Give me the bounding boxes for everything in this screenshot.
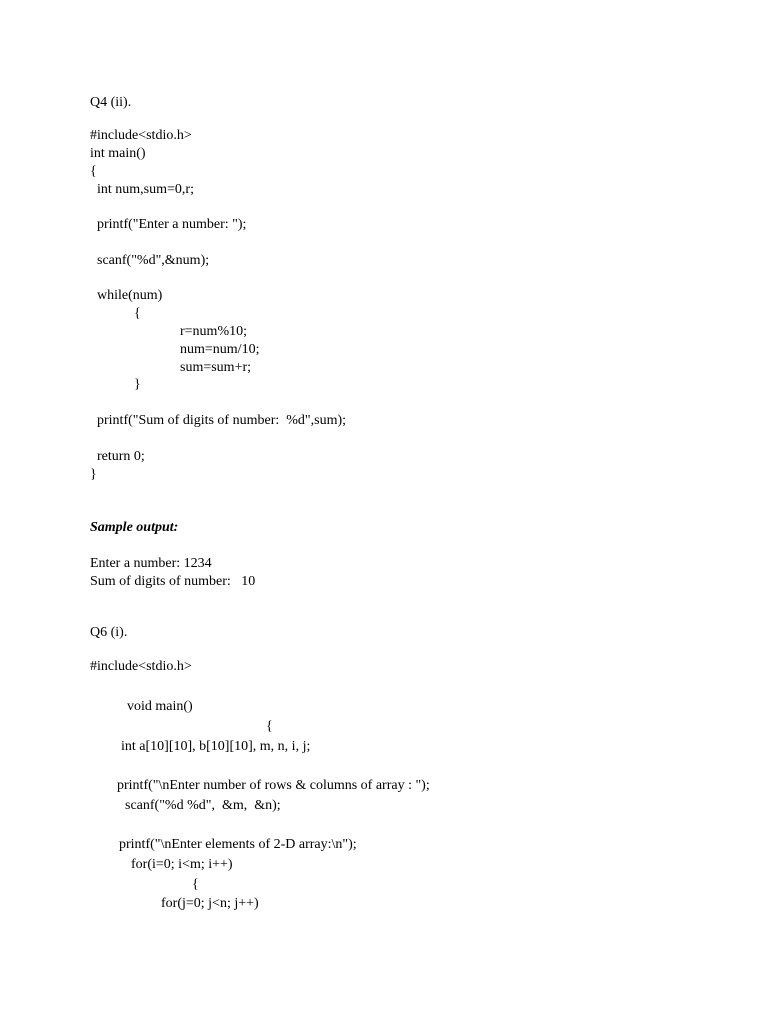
code-line: } bbox=[134, 377, 141, 392]
code-line: { bbox=[266, 719, 273, 734]
code-line: #include<stdio.h> bbox=[90, 659, 192, 674]
code-line: for(j=0; j<n; j++) bbox=[161, 896, 259, 911]
code-line: printf("Sum of digits of number: %d",sum); bbox=[97, 413, 347, 428]
q6-heading: Q6 (i). bbox=[90, 625, 128, 640]
sample-output-heading: Sample output: bbox=[90, 520, 179, 535]
q4-heading: Q4 (ii). bbox=[90, 95, 132, 110]
code-line: #include<stdio.h> bbox=[90, 128, 192, 143]
code-line: int num,sum=0,r; bbox=[97, 182, 194, 197]
code-line: int main() bbox=[90, 146, 146, 161]
code-line: int a[10][10], b[10][10], m, n, i, j; bbox=[121, 739, 311, 754]
code-line: while(num) bbox=[97, 288, 163, 303]
code-line: r=num%10; bbox=[180, 324, 247, 339]
code-line: return 0; bbox=[97, 449, 145, 464]
code-line: sum=sum+r; bbox=[180, 360, 252, 375]
code-line: { bbox=[192, 877, 199, 892]
code-line: num=num/10; bbox=[180, 342, 260, 357]
code-line: } bbox=[90, 467, 97, 482]
code-line: scanf("%d %d", &m, &n); bbox=[125, 798, 281, 813]
code-line: for(i=0; i<m; i++) bbox=[131, 857, 233, 872]
output-line: Enter a number: 1234 bbox=[90, 556, 212, 571]
code-line: void main() bbox=[127, 699, 193, 714]
code-line: { bbox=[134, 306, 141, 321]
code-line: printf("Enter a number: "); bbox=[97, 217, 247, 232]
code-line: printf("\nEnter number of rows & columns of array : "); bbox=[117, 778, 430, 793]
code-line: { bbox=[90, 164, 97, 179]
code-line: scanf("%d",&num); bbox=[97, 253, 210, 268]
output-line: Sum of digits of number: 10 bbox=[90, 574, 256, 589]
code-line: printf("\nEnter elements of 2-D array:\n"); bbox=[119, 837, 357, 852]
